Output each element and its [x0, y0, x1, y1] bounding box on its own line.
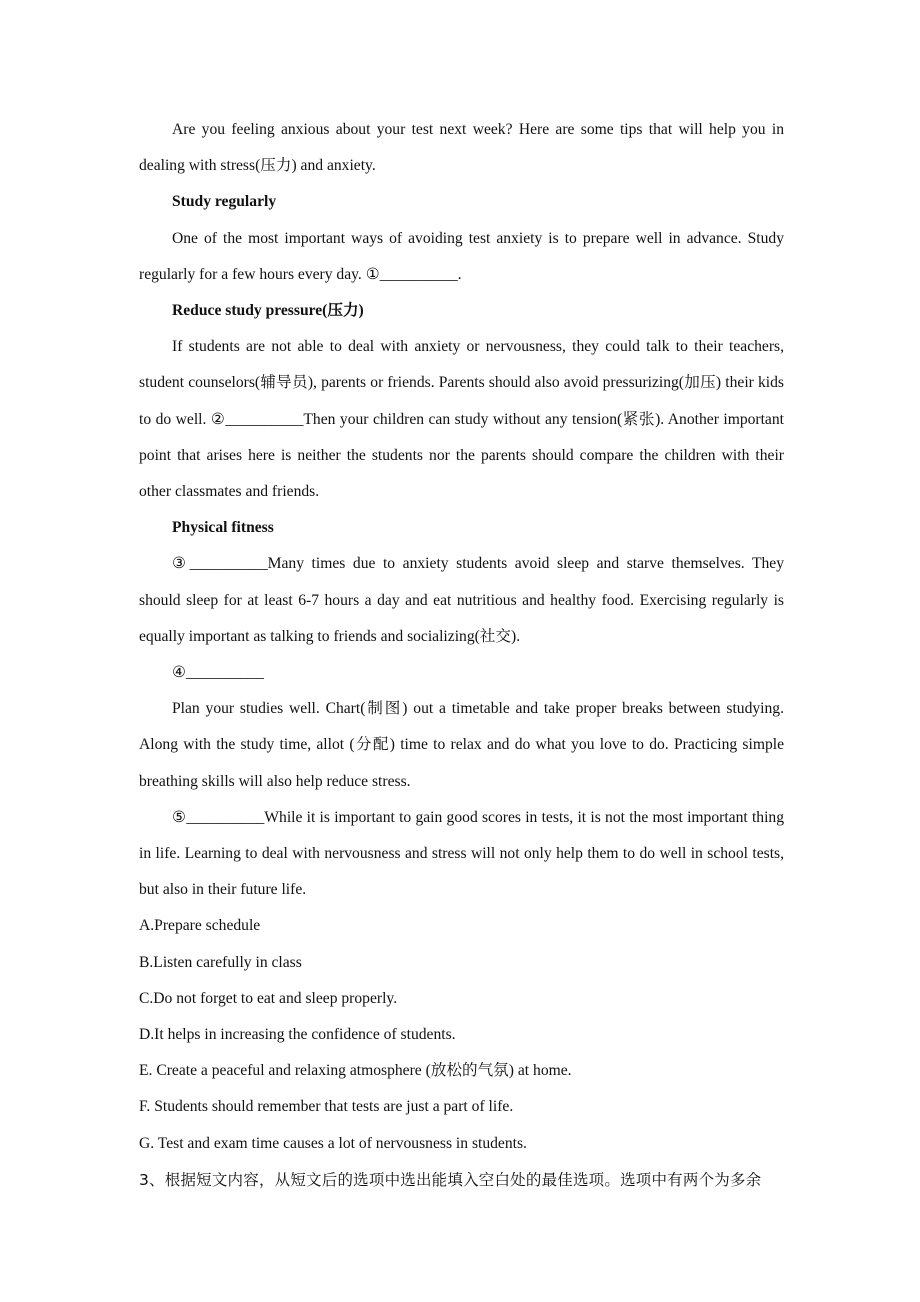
next-question-instruction: 3、根据短文内容，从短文后的选项中选出能填入空白处的最佳选项。选项中有两个为多余 — [139, 1170, 762, 1189]
option-d: D.It helps in increasing the confidence of students. — [139, 1026, 456, 1044]
section-paragraph: ③__________Many times due to anxiety students avoid sleep and starve themselves. They should sleep for at least 6-7 hours a day and eat nutritious and healthy food. Exercising regularly is equally important as talking to friends and socializing(社交). — [139, 555, 784, 645]
option-f: F. Students should remember that tests are just a part of life. — [139, 1098, 514, 1116]
option-e: E. Create a peaceful and relaxing atmosphere (放松的气氛) at home. — [139, 1062, 572, 1080]
option-c: C.Do not forget to eat and sleep properly. — [139, 989, 398, 1007]
section-heading: Reduce study pressure(压力) — [172, 302, 364, 320]
section-heading: Study regularly — [172, 193, 277, 211]
option-g: G. Test and exam time causes a lot of nervousness in students. — [139, 1134, 527, 1152]
final-paragraph: ⑤__________While it is important to gain good scores in tests, it is not the most important thing in life. Learning to deal with nervousness and stress will not only help them to do well in school tests, but also in their future life. — [139, 808, 784, 899]
plan-paragraph: Plan your studies well. Chart(制图) out a timetable and take proper breaks between studying. Along with the study time, allot (分配) time to relax and do what you love to do. Practicing simple breathing skills will also help reduce stress. — [139, 700, 784, 790]
section-paragraph: One of the most important ways of avoiding test anxiety is to prepare well in advance. Study regularly for a few hours every day. ①__________. — [139, 229, 784, 283]
option-a: A.Prepare schedule — [139, 917, 261, 935]
document-body — [139, 112, 784, 1198]
section-paragraph: If students are not able to deal with anxiety or nervousness, they could talk to their teachers, student counselors(辅导员), parents or friends. Parents should also avoid pressurizing(加压) their kids to do well. ②__________Then your children can study without any tension(紧张). Another important point that arises here is neither the students nor the parents should compare the children with their other classmates and friends. — [139, 338, 784, 501]
blank-4-heading: ④__________ — [172, 664, 264, 682]
intro-paragraph: Are you feeling anxious about your test next week? Here are some tips that will help you in dealing with stress(压力) and anxiety. — [139, 121, 784, 175]
option-b: B.Listen carefully in class — [139, 953, 302, 971]
section-heading: Physical fitness — [172, 519, 274, 537]
